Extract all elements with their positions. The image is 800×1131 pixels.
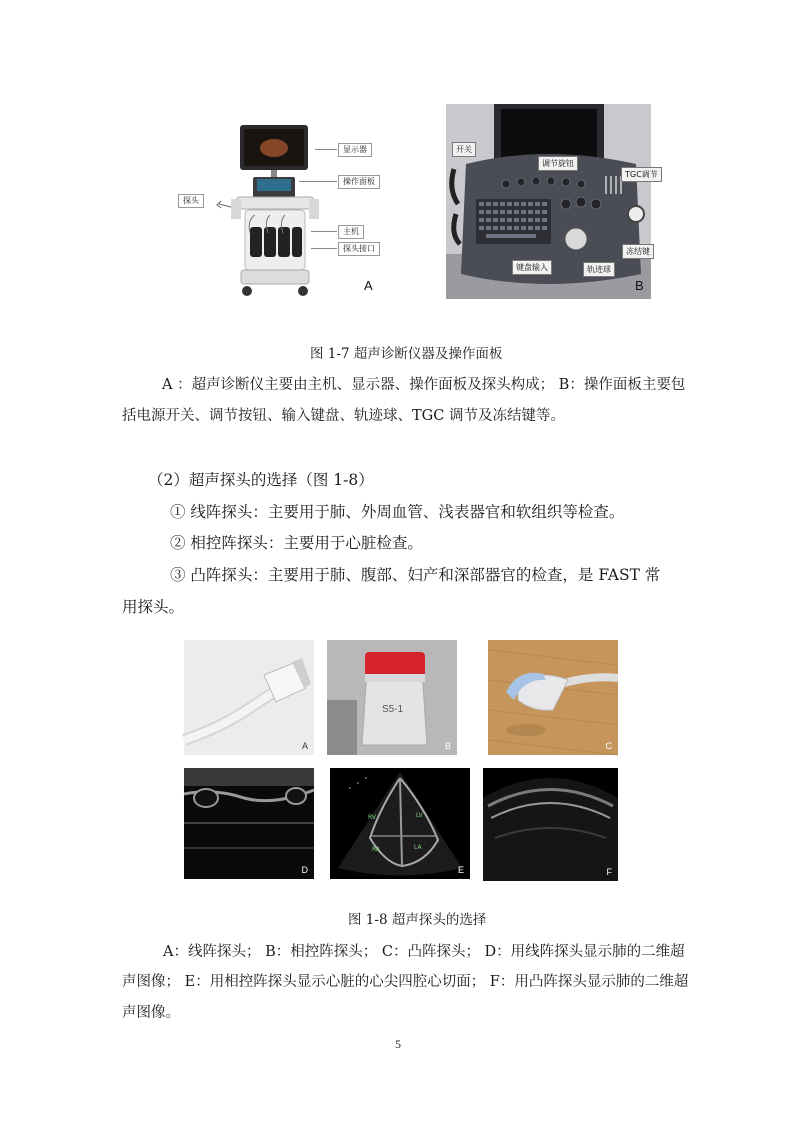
probe-item-convex-line2: 用探头。 — [122, 598, 185, 616]
figure-1-7-caption: 图 1-7 超声诊断仪器及操作面板 — [310, 346, 503, 362]
photo-phased-array-probe — [327, 640, 457, 755]
ultrasound-heart-phased — [330, 768, 470, 879]
port-leader-line — [311, 248, 337, 249]
figure-letter-a: A — [301, 741, 308, 751]
heart-four-chamber-scan — [330, 768, 470, 879]
section-heading: （2）超声探头的选择（图 1-8） — [148, 471, 374, 489]
photo-linear-probe — [184, 640, 314, 755]
linear-probe-image — [184, 640, 314, 755]
display-label: 显示器 — [338, 143, 372, 157]
figure-1-7-description-line1: A ：超声诊断仪主要由主机、显示器、操作面板及探头构成； B：操作面板主要包 — [162, 377, 686, 393]
callout-freeze-key: 冻结键 — [622, 244, 654, 259]
ultrasound-machine-illustration — [175, 115, 430, 305]
figure-1-8-description-line1: A：线阵探头； B：相控阵探头； C：凸阵探头； D：用线阵探头显示肺的二维超 — [163, 944, 685, 960]
figure-letter-f: F — [606, 867, 612, 877]
ultrasound-lung-linear — [184, 768, 314, 879]
probe-item-phased: ② 相控阵探头：主要用于心脏检查。 — [170, 534, 423, 552]
figure-1-7a-ultrasound-machine — [175, 115, 430, 305]
lung-convex-scan — [483, 768, 618, 881]
callout-tgc: TGC调节 — [621, 167, 662, 182]
callout-trackball: 轨迹球 — [583, 262, 615, 277]
label-la: LA — [414, 844, 422, 851]
callout-adjust-knob: 调节旋钮 — [538, 156, 578, 171]
figure-1-7b-control-panel — [446, 104, 658, 299]
port-label: 探头接口 — [338, 242, 380, 256]
host-leader-line — [311, 231, 337, 232]
figure-letter-e: E — [457, 865, 464, 875]
figure-letter-b: B — [635, 278, 644, 293]
label-lv: LV — [416, 812, 423, 819]
probe-item-linear: ① 线阵探头：主要用于肺、外周血管、浅表器官和软组织等检查。 — [170, 503, 625, 521]
ultrasound-lung-convex — [483, 768, 618, 881]
figure-1-8-caption: 图 1-8 超声探头的选择 — [348, 912, 487, 928]
panel-label: 操作面板 — [338, 175, 380, 189]
page-number: 5 — [395, 1037, 401, 1051]
figure-1-7-description-line2: 括电源开关、调节按钮、输入键盘、轨迹球、TGC 调节及冻结键等。 — [122, 408, 565, 424]
figure-letter-a: A — [364, 278, 373, 293]
convex-probe-image — [488, 640, 618, 755]
label-rv: RV — [368, 814, 376, 821]
figure-letter-d: D — [301, 865, 308, 875]
phased-probe-image — [327, 640, 457, 755]
display-leader-line — [315, 149, 337, 150]
panel-leader-line — [299, 181, 337, 182]
probe-model-label: S5-1 — [382, 704, 404, 715]
lung-linear-scan — [184, 768, 314, 879]
figure-1-8-description-line2: 声图像； E：用相控阵探头显示心脏的心尖四腔心切面； F：用凸阵探头显示肺的二维超 — [122, 974, 689, 990]
probe-label: 探头 — [178, 194, 204, 208]
probe-item-convex-line1: ③ 凸阵探头：主要用于肺、腹部、妇产和深部器官的检查，是 FAST 常 — [170, 566, 661, 584]
photo-convex-probe — [488, 640, 618, 755]
figure-1-8-description-line3: 声图像。 — [122, 1005, 180, 1021]
host-label: 主机 — [338, 225, 364, 239]
callout-keyboard: 键盘输入 — [512, 260, 552, 275]
figure-letter-b: B — [444, 741, 451, 751]
label-ra: RA — [372, 846, 381, 853]
figure-letter-c: C — [605, 741, 612, 751]
callout-power-switch: 开关 — [452, 142, 476, 157]
